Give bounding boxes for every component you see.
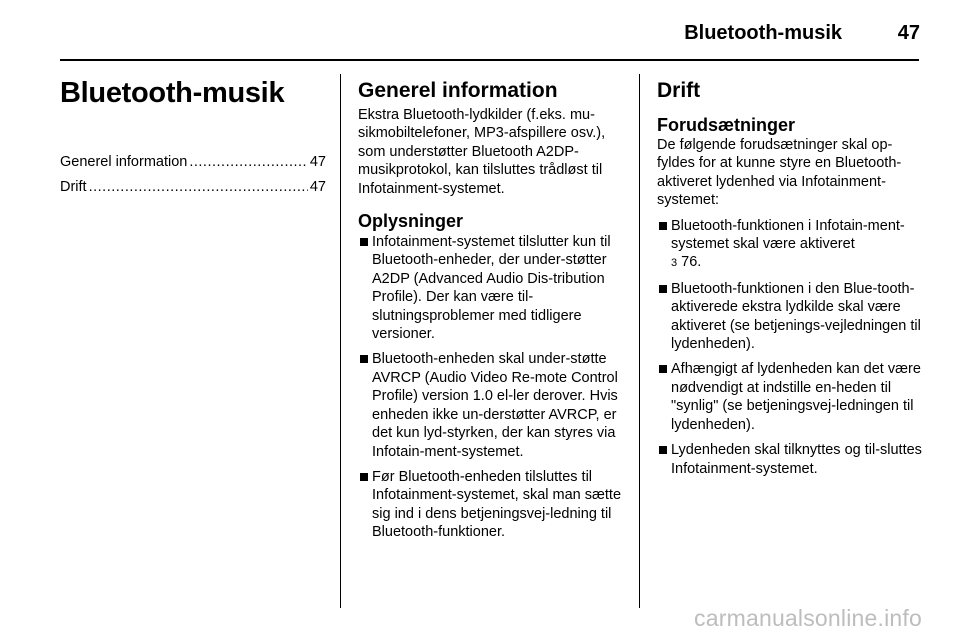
bullet-text: Før Bluetooth-enheden tilsluttes til Infotainment-systemet, skal man sætte sig ind i dens betjeningsvej-ledning til Bluetooth-funktioner.	[372, 468, 622, 541]
left-column	[60, 74, 326, 200]
section-title-operation: Drift	[657, 79, 701, 102]
bullet-text: Afhængigt af lydenheden kan det være nødvendigt at indstille en-heden til "synlig" (se betjeningsvej-ledningen til lydenheden).	[671, 361, 921, 433]
page-header	[0, 0, 960, 60]
chapter-title: Bluetooth-musik	[60, 77, 285, 109]
prerequisites-bullet-list	[657, 217, 923, 478]
subsection-title-information: Oplysninger	[358, 211, 464, 232]
toc-entry-page: 47	[309, 179, 326, 195]
column-divider-left	[340, 74, 341, 608]
bullet-text: Infotainment-systemet tilslutter kun til Bluetooth-enheder, der under-støtter A2DP (Advanced Audio Dis-tribution Profile). Der kan være til-slutningsproblemer med tidligere versioner.	[372, 234, 611, 343]
bullet-square-icon	[360, 355, 368, 363]
column-divider-right	[639, 74, 640, 608]
bullet-text: Bluetooth-funktionen i Infotain-ment-systemet skal være aktiveret	[671, 217, 905, 253]
list-item	[657, 360, 923, 434]
toc-entry-label: Drift	[60, 179, 87, 195]
bullet-square-icon	[360, 238, 368, 246]
page-reference-link[interactable]: 76.	[681, 254, 702, 271]
list-item	[358, 233, 624, 343]
prerequisites-paragraph: De følgende forudsætninger skal op-fyldes for at kunne styre en Bluetooth-aktiveret lydenhed via Infotainment-systemet:	[657, 137, 902, 209]
toc-leader-dots	[89, 175, 308, 200]
subsection-title-prerequisites: Forudsætninger	[657, 115, 795, 135]
bullet-square-icon	[360, 473, 368, 481]
middle-column	[358, 74, 624, 549]
bullet-square-icon	[659, 365, 667, 373]
table-of-contents	[60, 150, 326, 200]
toc-leader-dots	[189, 150, 308, 175]
page-reference-arrow-icon: 3	[671, 257, 678, 270]
header-rule	[60, 59, 919, 61]
bullet-square-icon	[659, 222, 667, 230]
list-item	[358, 350, 624, 460]
bullet-text: Bluetooth-funktionen i den Blue-tooth-aktiverede ekstra lydkilde skal være aktiveret (se betjenings-vejledningen til lydenheden).	[671, 280, 921, 353]
list-item	[657, 280, 923, 354]
toc-entry-general-information[interactable]	[60, 150, 326, 175]
intro-paragraph: Ekstra Bluetooth-lydkilder (f.eks. mu-sikmobiltelefoner, MP3-afspillere osv.), som understøtter Bluetooth A2DP-musikprotokol, kan tilsluttes trådløst til Infotainment-systemet.	[358, 107, 606, 197]
toc-entry-operation[interactable]	[60, 175, 326, 200]
site-watermark: carmanualsonline.info	[694, 605, 922, 631]
right-column	[657, 74, 923, 485]
bullet-text: Bluetooth-enheden skal under-støtte AVRCP (Audio Video Re-mote Control Profile) version 1.0 el-ler derover. Hvis enheden ikke un-derstøtter AVRCP, er det kun lyd-styrken, der kan styres via Infotain-ment-systemet.	[372, 351, 618, 460]
running-header-title: Bluetooth-musik	[684, 22, 842, 44]
toc-entry-page: 47	[309, 154, 326, 170]
bullet-text: Lydenheden skal tilknyttes og til-sluttes Infotainment-systemet.	[671, 442, 922, 477]
list-item	[358, 468, 624, 542]
toc-entry-label: Generel information	[60, 154, 188, 170]
page-number: 47	[897, 22, 920, 44]
bullet-square-icon	[659, 446, 667, 454]
list-item	[657, 217, 923, 273]
bullet-square-icon	[659, 285, 667, 293]
section-title-general-information: Generel information	[358, 79, 558, 102]
list-item	[657, 441, 923, 478]
information-bullet-list	[358, 233, 624, 542]
